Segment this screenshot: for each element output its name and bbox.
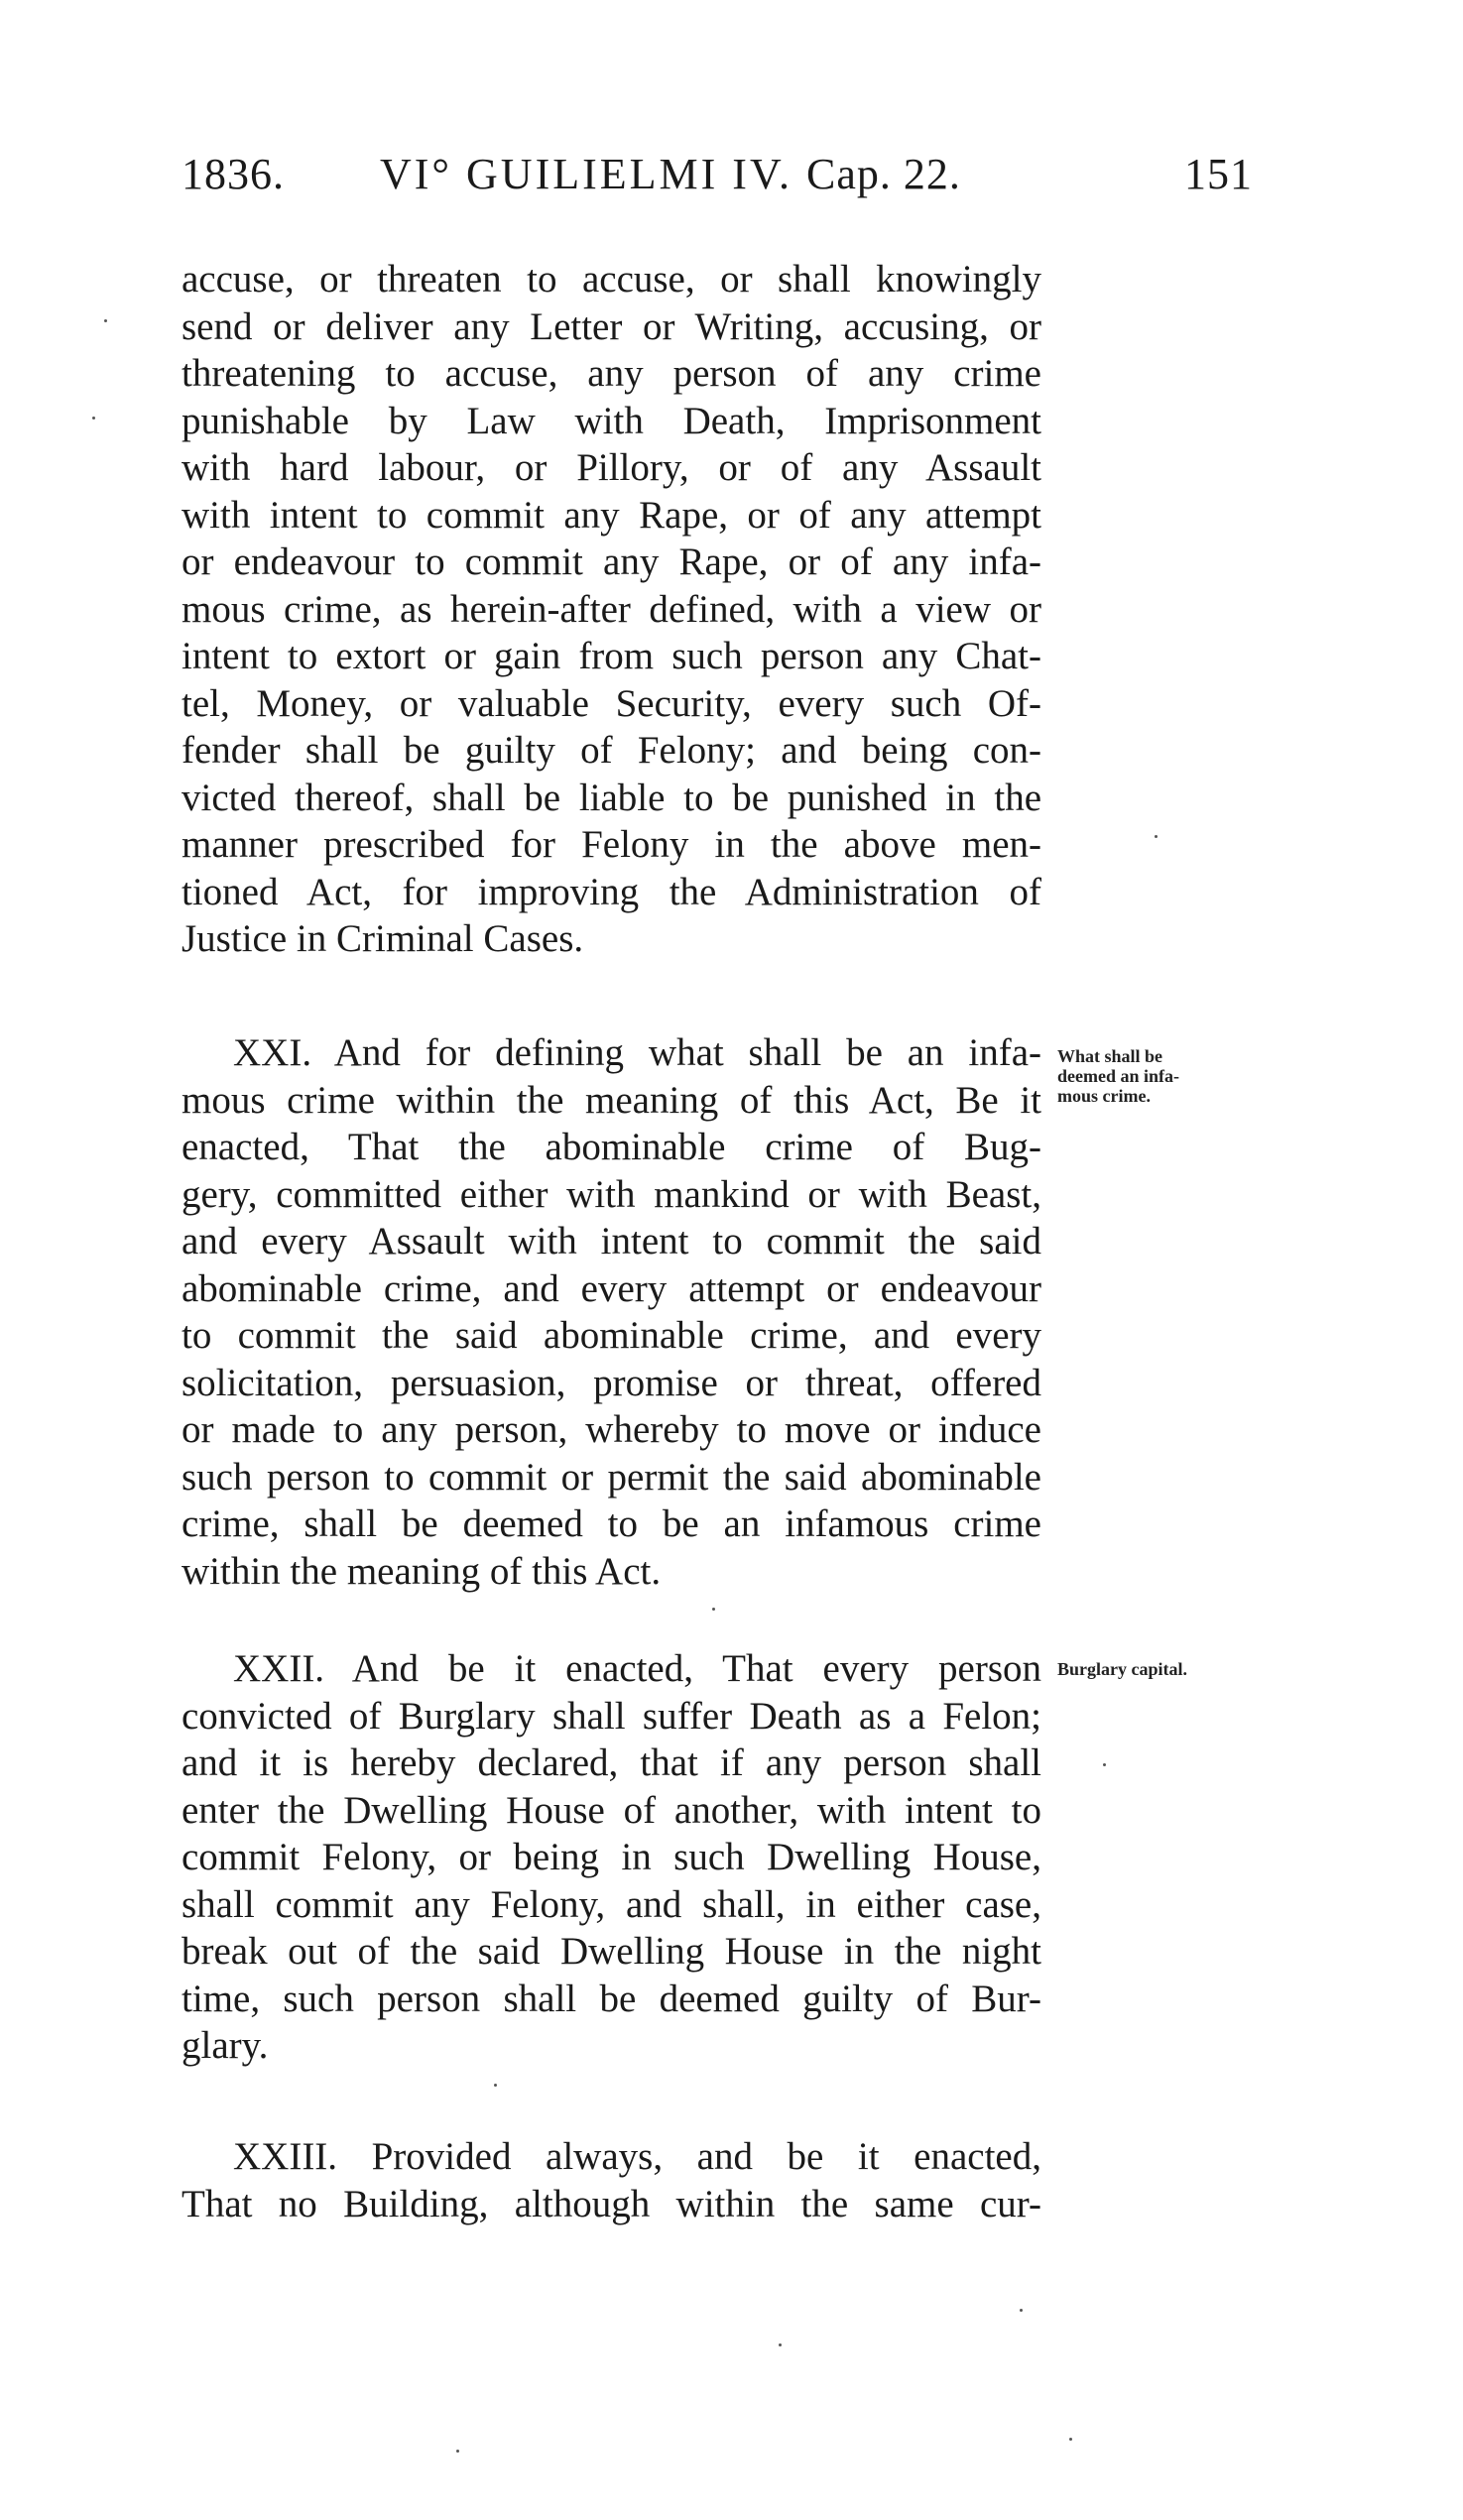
text-line: That no Building, although within the same cur- [182, 2182, 1041, 2225]
text-line: enter the Dwelling House of another, with intent to [182, 1788, 1041, 1832]
scan-speck [456, 2450, 459, 2453]
text-line: shall commit any Felony, and shall, in either case, [182, 1882, 1041, 1926]
text-line: commit Felony, or being in such Dwelling House, [182, 1836, 1041, 1878]
text-line: glary. [182, 2024, 269, 2067]
text-line: within the meaning of this Act. [182, 1549, 662, 1593]
margin-note-burglary [1057, 1659, 1187, 1679]
text-line: and it is hereby declared, that if any person shall [182, 1741, 1041, 1784]
scan-speck [92, 417, 95, 420]
text-line: victed thereof, shall be liable to be punished in the [182, 776, 1041, 819]
text-line: tel, Money, or valuable Security, every such Of- [182, 681, 1041, 725]
text-line: intent to extort or gain from such person any Chat- [182, 635, 1041, 677]
header-year: 1836. [182, 150, 285, 198]
scan-speck [494, 2084, 497, 2087]
text-line: mous crime, as herein-after defined, with a view or [182, 587, 1041, 631]
text-line: or endeavour to commit any Rape, or of any infa- [182, 540, 1041, 583]
text-line: such person to commit or permit the said abominable [182, 1455, 1041, 1499]
text-line: abominable crime, and every attempt or endeavour [182, 1266, 1041, 1310]
section-heading-line: XXIII. Provided always, and be it enacted, [233, 2135, 1041, 2178]
section-xxi [182, 1029, 1041, 1595]
margin-note-line: What shall be [1057, 1046, 1163, 1066]
text-line: fender shall be guilty of Felony; and being con- [182, 729, 1041, 772]
scan-speck [104, 319, 107, 322]
text-line: Justice in Criminal Cases. [182, 917, 584, 960]
text-line: tioned Act, for improving the Administration of [182, 870, 1041, 913]
text-line: accuse, or threaten to accuse, or shall knowingly [182, 258, 1041, 300]
margin-note-line: deemed an infa- [1057, 1066, 1179, 1086]
margin-note-line: Burglary capital. [1057, 1659, 1187, 1679]
text-line: manner prescribed for Felony in the above men- [182, 823, 1041, 866]
paragraph-continuation [182, 256, 1041, 963]
text-line: time, such person shall be deemed guilty of Bur- [182, 1977, 1041, 2020]
header-title: VI° GUILIELMI IV. [380, 150, 793, 198]
text-line: with hard labour, or Pillory, or of any Assault [182, 446, 1041, 489]
text-line: break out of the said Dwelling House in the night [182, 1930, 1041, 1973]
text-line: mous crime within the meaning of this Act, Be it [182, 1078, 1041, 1122]
text-line: to commit the said abominable crime, and every [182, 1314, 1041, 1357]
text-line: solicitation, persuasion, promise or threat, offered [182, 1361, 1041, 1404]
text-line: gery, committed either with mankind or with Beast, [182, 1172, 1041, 1216]
text-line: or made to any person, whereby to move or induce [182, 1408, 1041, 1451]
running-header [182, 149, 1253, 208]
scan-speck [779, 2343, 782, 2346]
text-line: and every Assault with intent to commit the said [182, 1220, 1041, 1262]
scan-speck [712, 1608, 715, 1611]
text-line: convicted of Burglary shall suffer Death as a Felon; [182, 1694, 1041, 1738]
section-xxiii [182, 2133, 1041, 2227]
page-number: 151 [1184, 150, 1253, 198]
scan-speck [1103, 1763, 1106, 1766]
margin-note-line: mous crime. [1057, 1086, 1151, 1106]
scan-speck [1020, 2309, 1023, 2312]
text-line: punishable by Law with Death, Imprisonment [182, 399, 1041, 442]
text-line: enacted, That the abominable crime of Bug- [182, 1126, 1041, 1168]
section-heading-line: XXI. And for defining what shall be an infa- [233, 1031, 1041, 1074]
header-chapter: Cap. 22. [806, 150, 961, 198]
text-line: crime, shall be deemed to be an infamous crime [182, 1502, 1041, 1545]
margin-note-infamous-crime [1057, 1046, 1179, 1106]
section-xxii [182, 1645, 1041, 2070]
scan-speck [1155, 835, 1158, 838]
text-line: send or deliver any Letter or Writing, accusing, or [182, 304, 1041, 348]
text-line: with intent to commit any Rape, or of any attempt [182, 493, 1041, 537]
scan-speck [1069, 2438, 1072, 2441]
text-line: threatening to accuse, any person of any crime [182, 352, 1041, 395]
section-heading-line: XXII. And be it enacted, That every person [233, 1647, 1041, 1690]
